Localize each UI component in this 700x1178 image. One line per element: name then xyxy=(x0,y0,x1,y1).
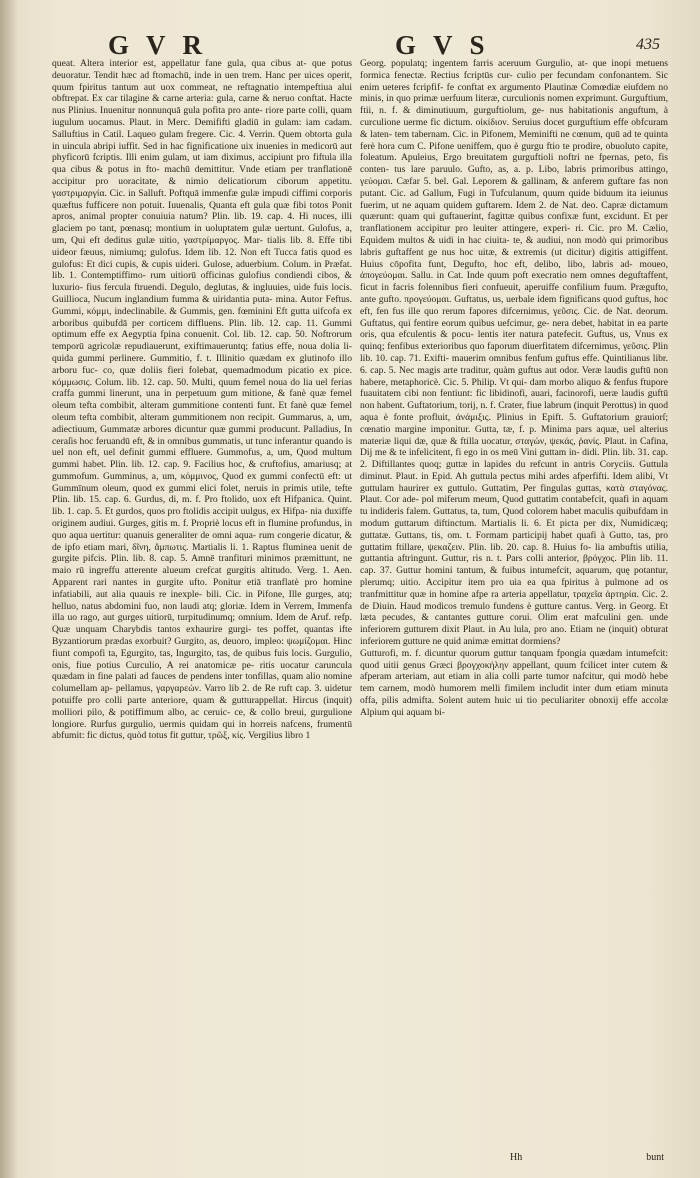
catchword: bunt xyxy=(646,1152,664,1163)
header-left: GVR xyxy=(108,30,219,60)
header-right: GVS xyxy=(395,30,502,60)
right-column-tail: Gutturofi, m. f. dicuntur quorum guttur tanquam fpongia quædam intumefcit: quod uitii genus Græci βρογχοκήλην appellant, quum fcilicet inter cutem & afperam arteriam, aut etiam in alia colli parte tumor nafcitur, qui modò hebe tem carnem, modò humorem melli fimilem includit inter dum etiam minuta offa, pilis admifta. Solent autem huic ui tio peculiariter obnoxij effe accolæ Alpium qui aquam bi- xyxy=(360,647,668,718)
page-number: 435 xyxy=(636,36,660,53)
right-column-text: Georg. populatq; ingentem farris aceruum Gurgulio, at- que inopi metuens formica fenectæ. Rectius fcriptūs cur- culio per fecundam confonantem. Sic enim ueteres fcripfif- fe conftat ex argumento Plautinæ Comœdiæ eiufdem no minis, in quo primæ uerfuum literæ, curculionis nomen exprimunt. Gurguftium, ftii, n. f. & diminutiuum, gurguftiolum, ge- nus habitationis anguftum, à curculione uerme fic dictum. οἰκίδιον. Seruius docet gurguftium effe obfcuram & laten- tem tabernam. Cic. in Pifonem, Meminifti ne cœnum, quū ad te quinta ferè hora cum C. Pifone ueniffem, quo è gurgu ftio te prodire, obuoluto capite, foleatum. Apuleius, Ergo breuitatem gurguftioli noftri ne fpernas, peto, fis conten- tus lare paruulo. Gufto, as, a. p. Libo, labris primoribus attingo, γεύομαι. Cæfar 5. bel. Gal. Leporem & gallinam, & anferem guftare fas non putant. Cic. ad Gallum, Fugi in Tufculanum, quum quide biduum ita ieiunus fuerim, ut ne aquam quidem guftarem. Idem 2. de Nat. deo. Capræ dictamum quærunt: quam qui guftauerint, fagittæ quibus confixæ funt, excidunt. Et per tranflationem accipitur pro leuiter attingere, experi- ri. Cic. pro M. Cælio, Equidem multos & uidi in hac ciuita- te, & audiui, non modò qui primoribus labris guftaffent ge nus hoc uitæ, & extremis (ut dicitur) digitis attigiffent. Huius cōpofita funt, Degufto, hoc eft, delibo, libo, labris ad- moueo, ἀπογεύομαι. Sallu. in Cat. Inde quum poft execratio nem omnes deguftaffent, ficut in facris folennibus fieri confueuit, aperuiffe confilium fuum. Prægufto, ante gufto. προγεύομαι. Guftatus, us, uerbale idem fignificans quod guftus, hoc eft, fen fus ille quo rerum fapores difcernimus, γεῦσις. Cic. de Nat. deorum. Guftatus, qui fentire eorum quibus uefcimur, ge- nera debet, habitat in ea parte oris, qua efculentis & pocu- lentis iter natura patefecit. Guftus, us, Vnus ex quinq; fenfibus exterioribus quo faporum diuerfitatem difcernimus, γεῦσις. Plin lib. 10. cap. 71. Exifti- mauerim omnibus fenfum guftus effe. Quintilianus libr. 6. cap. 5. Nec magis arte traditur, quàm guftus aut odor. Veræ laudis guftū non habere, metaphoricè. Cic. 5. Philip. Vt qui- dam morbo aliquo & fenfus ftupore fuauitatem cibi non fentiunt: fic libidinofi, auari, facinorofi, ueræ laudis guftū non habent. Guftatorium, torij, n. f. Crater, fiue labrum (inquit Perottus) in quod aqua è fonte profluit, ἀνάμιξις. Plinius in Epift. 5. Guftatorium grauiorſ; cœnatio margine imponitur. Gutta, tæ, f. p. Minima pars aquæ, uel alterius materiæ liqui dæ, quæ & ftilla uocatur, σταγών, ψεκάς, ῥανίς. Plaut. in Cafina, Dij me & te infelicitent, fi ego in os meū Vini guttam in- didi. Plin. lib. 31. cap. 2. Diftillantes quoq; guttæ in lapides du refcunt in antris Coryciis. Guttula diminut. Plaut. in Epid. Ah guttula pectus mihi ardes afperfifti. Idem alibi, Vt guttulam haurirer ex guttulo. Guttatim, Per fingulas guttas, κατὰ σταγόνας. Plaut. Cor ade- pol miferum meum, Quod guttatim contabefcit, quafi in aquam tu indideris falem. Guttatus, ta, tum, Quod colorem habet maculis quibufdam in modum guttarum diftinctum. Martialis li. 6. Et picta per dix, Numidicæq; guttatæ. Guttans, tis, om. t. Formam participij habet quafi à Gutto, tas, pro guttatim ftillare, ψεκαζειν. Plin. lib. 20. cap. 8. Huius fo- lia ambuftis utilia, guttantia aftringunt. Guttur, ris n. t. Pars colli anterior, βρόγχος. Plin lib. 11. cap. 37. Guttur homini tantum, & fuibus intumefcit, aquarum, quę potantur, plerumq; uitio. Accipitur item pro uia ea qua fpiritus à pulmone ad os tranfmittitur quæ in homine afpe ra arteria appellatur, τραχεῖα ἀρτηρία. Cic. 2. de Diuin. Haud modicos tremulo fundens è gutture cantus. Verg. in Georg. Et læta pecudes, & cantantes gutture corui. Olim erat mafculini gen. unde inferiorem gutturem dixit Plaut. in Au lula, pro ano. Etiam ne (inquit) obturat inferiorem gutture ne quid animæ emittat dormiens? xyxy=(360,58,668,648)
signature-mark: Hh xyxy=(510,1152,523,1163)
left-column xyxy=(52,58,352,1148)
page-footer xyxy=(360,1152,668,1166)
binding-shadow xyxy=(0,0,18,1178)
right-column xyxy=(360,58,668,1148)
left-column-text: queat. Altera interior est, appellatur fane gula, qua cibus at- que potus deuoratur. Tendit hæc ad ftomachū, inde in uen trem. Hanc per uices operit, quum fpiritus tantum aut uox commeat, ne reftagnatio intempeftiua alui obftrepat. Ex car tilagine & carne arteria: gula, carne & neruo conftat. Hacte nus Plinius. Inuenitur nonnunquā gula pofita pro ante- riore parte colli, quam iugulum uocamus. Plaut. in Merc. Demififti gladiū in gulam: iam cadam. Salluftius in Catil. Laqueo gulam fregere. Cic. 4. Verrin. Quem obtorta gula in uincula abripi iuffit. Sed in hac fignificatione uix inuenies in medicorū aut phyficorū fcriptis. Illi enim gulam, ut iam diximus, accipiunt pro fiftula illa qua cibus & potus in fto- machū demittitur. Vnde etiam per tranflationē accipitur pro uoracitate, & nimio delicatiorum ciborum appetitu. γαστριμαργία. Cic. in Salluft. Poftquā immenfæ gulæ impudi ciffimi corporis quæftus fufficere non potuit. Iuuenalis, Quanta eft gula quæ fibi totos Ponit apros, animal propter conuiuia natum? Plin. lib. 19. cap. 4. Hi nuces, illi glaciem po tant, pœnasq; montium in uoluptatem gulæ uertunt. Gulofus, a, um, Qui eft deditus gulæ uitio, γαστρίμαργος. Mar- tialis lib. 8. Effe tibi uideor fæuus, nimiumq; gulofus. Idem lib. 12. Non eft Tucca fatis quod es gulofus: Et dici cupis, & cupis uideri. Gulose, aduerbium. Colum. in Præfat. lib. 1. Contemptiffimo- rum uitiorū officinas gulofius condiendi cibos, & luxurio- fius fercula ftruendi. Degulo, deglutas, & ingluuies, uide fuis locis. Guillioca, Nucum inglandium fumma & uiridantia puta- mina. Autor Feftus. Gummi, κόμμι, indeclinabile. & Gummis, gen. fœminini Eft gutta uifcofa ex arboribus quibufdā per corticem diffluens. Plin. lib. 12. cap. 11. Gummi optimum effe ex Aegyptia fpina conuenit. Col. lib. 12. cap. 50. Noftrorum temporū agricolæ repudiauerunt, exiftimaueruntq; fatius effe, noua dolia li- quida gummi perlinere. Gummitio, f. t. Illinitio quædam ex glutinofo illo arboru fuc- co, quæ doliis fieri folebat, quemadmodum picatio ex pice. κόμμωσις. Colum. lib. 12. cap. 50. Multi, quum femel noua do lia uel ferias craffa gummi linerunt, una in perpetuum gum mitione, & fanè quæ femel oleum tefta combibit, alteram gummitione contenti funt. Et fanè quæ femel oleum tefta combibit, alteram gummitionem non recipit. Gummarus, a, um, adiectiuum, Gummatæ arbores dicuntur quæ gummi producunt. Palladius, In ceraſis hoc feruandū eft, & in omnibus gummatis, ut tunc inferantur quando is uel non eft, uel definit gummi effluere. Gummofus, a, um, Quod multum gummi habet. Plin. lib. 12. cap. 9. Facilius hoc, & cruftofius, amariusq; at gummofum. Gumminus, a, um, κόμμινος, Quod ex gummi confectū eft: ut Gummīnum oleum, quod ex gummi elici folet, neruis in primis utile, tefte Plin. lib. 15. cap. 6. Gurdus, di, m. f. Pro ftolido, uox eft Hifpanica. Quint. lib. 1. cap. 5. Et gurdos, quos pro ftolidis accipit uulgus, ex Hifpa- nia duxiffe originem audiui. Gurges, gitis m. f. Propriè locus eft in flumine profundus, in quo aqua uertitur: quanuis generaliter de omni aqua- rum congerie dicatur, & de ipfo etiam mari, δῖνη, ἄμπωτις. Martialis li. 1. Raptus fluminea uenit de gurgite pifcis. Plin. lib. 8. cap. 5. Amnē tranfituri minimos præmittunt, ne maio rū ingreffu atterente alueum crefcat gurgitis altitudo. Verg. 1. Aen. Apparent rari nantes in gurgite ufto. Ponitur etiā tranflatè pro homine infatiabili, aut alia quauis re inexple- bili. Cic. in Pifone, Ille gurges, atq; helluo, natus abdomini fuo, non laudi atq; gloriæ. Idem in Verrem, Immenfa illa uo rago, aut gurges uitiorū, turpitudinumq; omnium. Idem de Aruf. refp. Quæ unquam Charybdis tantos exhaurire gurgi- tes poffet, quantas ifte Byzantiorum prædas exorbuit? Gurgito, as, deuoro, impleo: ψωμίζομαι. Hinc fiunt compofi ta, Egurgito, tas, Ingurgito, tas, de quibus fuis locis. Gurgulio, onis, fiue potius Curculio, A rei anatomicæ pe- ritis uocatur caruncula quædam in fine palati ad fauces de pendens inter tonfillas, quam alio nomine columellam ap- pellamus, γαργαρεών. Varro lib 2. de Re ruft cap. 3. uidetur potuiffe pro colli parte anteriore, quam & gutturappellat. Hircus (inquit) molliori pilo, & potiffimum albo, ac ceruic- ce, & collo breui, gurgulione longiore. Rurfus gurgulio, uermis quidam qui in horreis nafcens, frumentū abfumit: fic dictus, quòd totus fit guttur, τρῶξ, κίς. Vergilius libro 1 xyxy=(52,58,352,742)
